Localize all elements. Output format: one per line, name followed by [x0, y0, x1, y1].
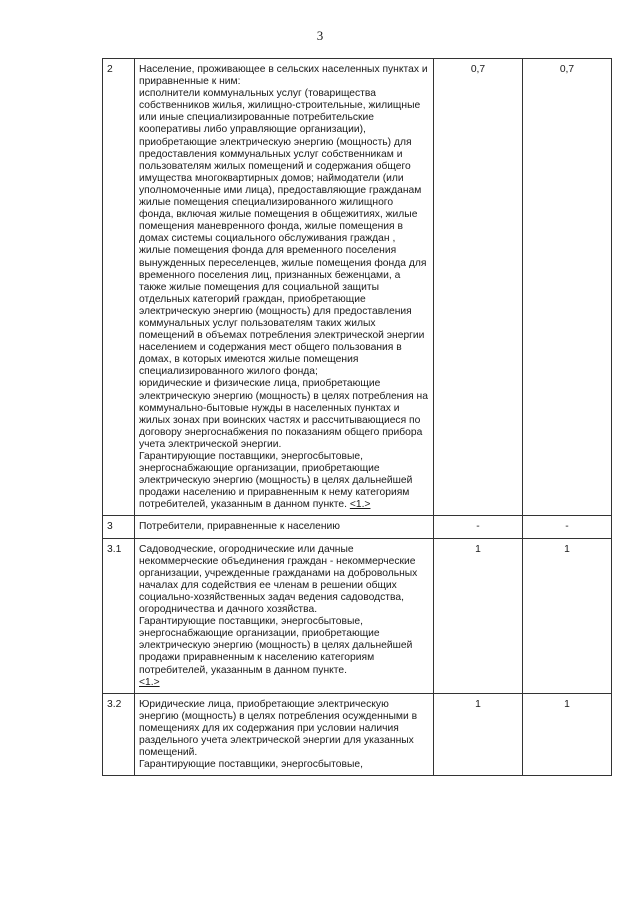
value-column-2: 0,7 — [523, 59, 612, 516]
table-row — [103, 693, 612, 776]
value-column-2: 1 — [523, 538, 612, 693]
description-paragraph: Потребители, приравненные к населению — [139, 521, 341, 533]
value-column-1: - — [434, 516, 523, 538]
value-column-1: 1 — [434, 538, 523, 693]
table-row — [103, 538, 612, 693]
row-number: 2 — [103, 59, 135, 516]
row-number: 3 — [103, 516, 135, 538]
table-row — [103, 59, 612, 516]
table-row — [103, 516, 612, 538]
value-column-2: 1 — [523, 693, 612, 776]
description-paragraph: Гарантирующие поставщики, энергосбытовые, — [139, 759, 363, 771]
row-description — [135, 59, 434, 516]
value-column-1: 0,7 — [434, 59, 523, 516]
footnote-link[interactable]: <1.> — [349, 499, 371, 511]
row-description — [135, 693, 434, 776]
footnote-link[interactable]: <1.> — [139, 676, 160, 688]
row-number: 3.2 — [103, 693, 135, 776]
tariff-table — [102, 58, 612, 776]
value-column-1: 1 — [434, 693, 523, 776]
description-paragraph: юридические и физические лица, приобретающие электрическую энергию (мощность) в целях потребления на коммунально-бытовые нужды в населенных пунктах и жилых зонах при воинских частях и рассчитывающиеся по договору энергоснабжения по показаниям общего прибора учета электрической энергии. — [139, 378, 428, 450]
description-paragraph: исполнители коммунальных услуг (товарищества собственников жилья, жилищно-строительные, жилищные или иные специализированные потребительские кооперативы либо управляющие организации), приобретающие электрическую энергию (мощность) для предоставления коммунальных услуг собственникам и пользователям жилых помещений и содержания общего имущества многоквартирных домов; наймодатели (или уполномоченные ими лица), предоставляющие гражданам жилые помещения специализированного жилищного фонда, включая жилые помещения в общежитиях, жилые помещения маневренного фонда, жилые помещения в домах системы социального обслуживания граждан , жилые помещения фонда для временного поселения вынужденных переселенцев, жилые помещения фонда для временного поселения лиц, признанных беженцами, а также жилые помещения для социальной защиты отдельных категорий граждан, приобретающие электрическую энергию (мощность) для предоставления коммунальных услуг пользователям таких жилых помещений в объемах потребления электрической энергии населением и содержания мест общего пользования в домах, в которых имеются жилые помещения специализированного жилого фонда; — [139, 88, 427, 378]
description-paragraph: Гарантирующие поставщики, энергосбытовые, энергоснабжающие организации, приобретающие электрическую энергию (мощность) в целях дальнейшей продажи населению и приравненным к нему категориям потребителей, указанным в данном пункте. <1.> — [139, 451, 413, 511]
page-number: 3 — [316, 28, 324, 43]
description-paragraph: Население, проживающее в сельских населенных пунктах и приравненные к ним: — [139, 64, 428, 88]
row-number: 3.1 — [103, 538, 135, 693]
description-paragraph: Садоводческие, огороднические или дачные некоммерческие объединения граждан - некоммерческие организации, учрежденные гражданами на добровольных началах для содействия ее членам в решении общих социально-хозяйственных задач ведения садоводства, огородничества и дачного хозяйства. — [139, 543, 418, 616]
description-paragraph: Юридические лица, приобретающие электрическую энергию (мощность) в целях потребления осужденными в помещениях для их содержания при условии наличия раздельного учета электрической энергии для указанных помещений. — [139, 698, 418, 759]
value-column-2: - — [523, 516, 612, 538]
row-description — [135, 516, 434, 538]
row-description — [135, 538, 434, 693]
description-paragraph: Гарантирующие поставщики, энергосбытовые, энергоснабжающие организации, приобретающие электрическую энергию (мощность) в целях дальнейшей продажи приравненным к населению категориям потребителей, указанным в данном пункте. — [139, 616, 413, 676]
